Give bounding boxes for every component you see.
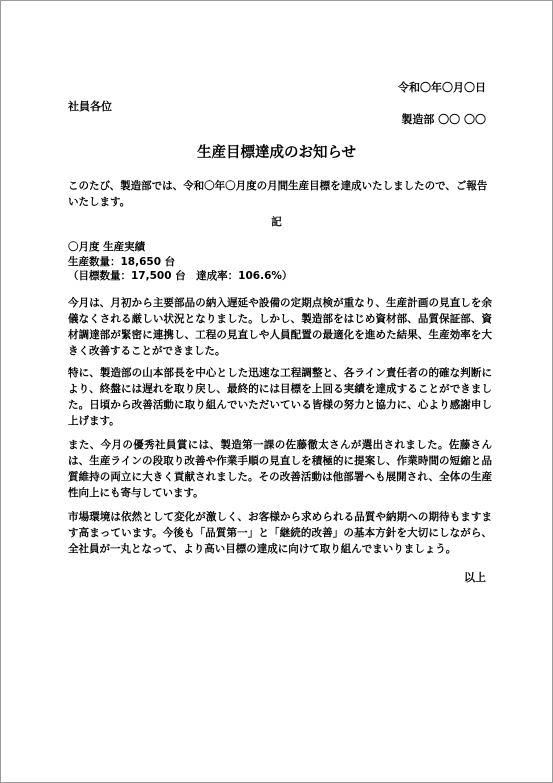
body-paragraph: 市場環境は依然として変化が激しく、お客様から求められる品質や納期への期待もますます高まっています。今後も「品質第一」と「継続的改善」の基本方針を大切にしながら、全社員が一丸となって、より高い目標の達成に向けて取り組んでまいりましょう。 <box>68 511 492 555</box>
production-results <box>68 240 292 284</box>
results-target: （目標数量：17,500 台 達成率：106.6%） <box>68 270 293 282</box>
ki-marker: 記 <box>271 216 282 228</box>
recipient: 社員各位 <box>68 100 112 113</box>
body-paragraph: 今月は、月初から主要部品の納入遅延や設備の定期点検が重なり、生産計画の見直しを余儀なくされる厳しい状況となりました。しかし、製造部をはじめ資材部、品質保証部、資材調達部が緊密に連携し、工程の見直しや人員配置の最適化を進めた結果、生産効率を大きく改善することができました。 <box>68 297 492 357</box>
document-date: 令和〇年〇月〇日 <box>398 81 486 94</box>
sender: 製造部 〇〇 〇〇 <box>401 113 486 126</box>
document-title: 生産目標達成のお知らせ <box>196 145 357 161</box>
lead-paragraph: このたび、製造部では、令和〇年〇月度の月間生産目標を達成いたしましたので、ご報告いたします。 <box>68 180 488 208</box>
results-quantity: 生産数量：18,650 台 <box>68 255 176 268</box>
body-paragraph: 特に、製造部の山本部長を中心とした迅速な工程調整と、各ライン責任者の的確な判断により、終盤には遅れを取り戻し、最終的には目標を上回る実績を達成することができました。日頃から改善活動に取り組んでいただいている皆様の努力と協力に、心より感謝申し上げます。 <box>68 367 492 427</box>
body-paragraph: また、今月の優秀社員賞には、製造第一課の佐藤徹太さんが選出されました。佐藤さんは、生産ラインの段取り改善や作業手順の見直しを積極的に提案し、作業時間の短縮と品質維持の両立に大きく貢献されました。その改善活動は他部署へも展開され、全体の生産性向上にも寄与しています。 <box>68 439 492 499</box>
closing-mark: 以上 <box>464 571 486 584</box>
results-heading: 〇月度 生産実績 <box>68 241 146 253</box>
